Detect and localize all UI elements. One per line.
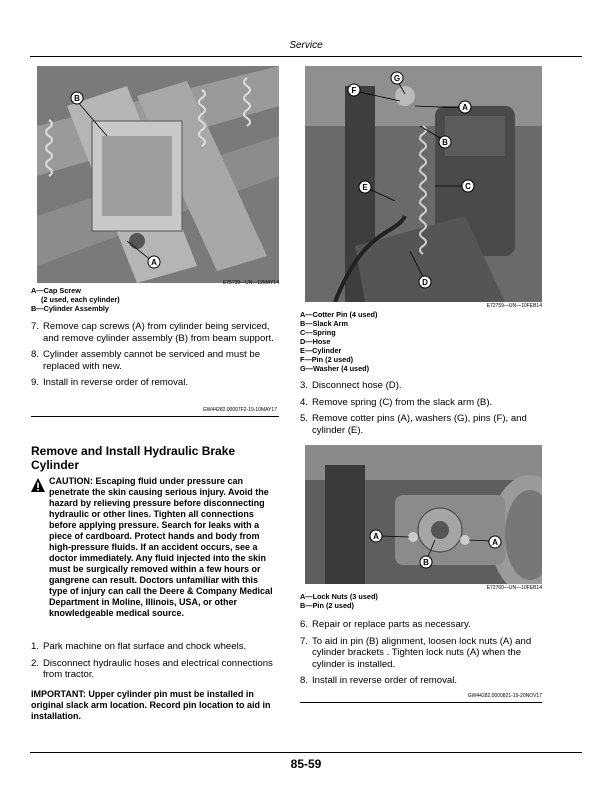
legend-item: A—Cotter Pin (4 used) [300,310,378,319]
page-number: 85-59 [290,757,322,771]
footer-rule [30,752,582,753]
divider [31,416,279,417]
step-number: 3. [300,380,309,391]
callout-c [462,180,474,192]
legend-item: C—Spring [300,328,336,337]
callout-a [489,536,501,548]
figure-legend [31,286,120,313]
legend-item: A—Cap Screw [31,286,81,295]
steps-list [31,641,279,681]
step [31,658,279,681]
caution-block [31,476,279,619]
step [300,636,550,671]
step-text: Cylinder assembly cannot be serviced and must be replaced with new. [43,349,261,372]
svg-text:G: G [393,74,401,83]
step-text: Park machine on flat surface and chock wheels. [43,641,247,652]
step [300,397,550,409]
svg-text:D: D [422,278,428,287]
step [31,377,279,389]
step [31,321,279,344]
legend-item: E—Cylinder [300,346,342,355]
legend-item: B—Cylinder Assembly [31,304,109,313]
step-number: 2. [31,657,40,669]
steps-list [31,321,279,389]
step-number: 8. [31,349,40,360]
page-header-title: Service [289,40,323,51]
callout-b [439,136,451,148]
callout-b [420,556,432,568]
doc-reference: GW44282,0000821-19-20NOV17 [467,693,542,699]
svg-text:B: B [423,558,429,567]
callout-a [370,530,382,542]
step [300,619,550,631]
step-text: Disconnect hydraulic hoses and electrical connections from tractor. [43,657,273,680]
step-number: 7. [31,321,40,332]
caution-text: CAUTION: Escaping fluid under pressure can penetrate the skin causing serious injury. Avoid the hazard by relieving pressure before disconnecting hydraulic or other lines. Tighten all connections before applying pressure. Search for leaks with a piece of cardboard. Protect hands and body from high-pressure fluids. If an accident occurs, see a doctor immediately. Any fluid injected into the skin must be surgically removed within a few hours or gangrene can result. Doctors unfamiliar with this type of injury can call the Deere & Company Medical Department in Moline, Illinois, USA, or other knowledgeable medical source. [49,476,273,618]
legend-item: A—Lock Nuts (3 used) [300,592,378,601]
svg-text:A: A [492,538,498,547]
callout-d [419,276,431,288]
step [300,413,550,436]
step-text: Remove cap screws (A) from cylinder being serviced, and remove cylinder assembly (B) from beam support. [43,321,274,344]
figure-credit: E72759—UN—10FEB14 [486,303,542,309]
steps-list [300,619,550,687]
step-number: 7. [300,635,309,647]
svg-text:A: A [373,532,379,541]
header-rule [30,56,582,57]
figure-slack-arm-cylinder [305,66,542,302]
steps-list [300,380,550,436]
step-text: Repair or replace parts as necessary. [312,619,471,630]
divider [300,702,542,703]
svg-text:F: F [351,86,357,95]
warning-icon [31,478,45,492]
figure-legend [300,592,378,610]
svg-text:B: B [442,138,448,147]
step-text: Remove cotter pins (A), washers (G), pins (F), and cylinder (E). [312,413,527,436]
figure-credit: E72760—UN—10FEB14 [486,585,542,591]
step-number: 1. [31,641,40,652]
step-number: 9. [31,377,40,388]
legend-item: B—Slack Arm [300,319,348,328]
callout-e [359,181,371,193]
step-text: Install in reverse order of removal. [312,675,458,686]
figure-legend [300,310,377,373]
step-number: 5. [300,413,309,424]
svg-text:A: A [462,103,468,112]
callout-b [71,92,83,104]
step-text: Install in reverse order of removal. [43,377,189,388]
doc-reference: GW44282,00007F2-19-10MAY17 [202,407,277,413]
legend-item: F—Pin (2 used) [300,355,354,364]
svg-text:E: E [362,183,368,192]
legend-item: D—Hose [300,337,331,346]
callout-a [148,256,160,268]
step-text: Disconnect hose (D). [312,380,402,391]
callout-g [391,72,403,84]
callout-a [459,101,471,113]
important-note: IMPORTANT: Upper cylinder pin must be installed in original slack arm location. Record pin location to aid in installation. [31,689,271,721]
figure-brake-lock-nuts [305,445,542,584]
legend-item: B—Pin (2 used) [300,601,354,610]
figure-brake-cylinder-beam [37,66,279,283]
step [300,380,550,392]
section-title: Remove and Install Hydraulic Brake Cylinder [31,444,236,472]
figure-credit: E75739—UN—12MAY14 [222,280,279,286]
legend-item: (2 used, each cylinder) [41,295,120,304]
legend-item: G—Washer (4 used) [300,364,370,373]
svg-text:C: C [465,182,471,191]
step [31,349,279,372]
step-number: 4. [300,396,309,408]
step [31,641,279,653]
step [300,675,550,687]
svg-text:A: A [151,258,157,267]
step-number: 6. [300,619,309,630]
svg-text:B: B [74,94,80,103]
callout-f [348,84,360,96]
step-number: 8. [300,675,309,686]
step-text: To aid in pin (B) alignment, loosen lock nuts (A) and cylinder brackets . Tighten lock nuts (A) when the cylinder is installed. [312,635,532,670]
step-text: Remove spring (C) from the slack arm (B). [312,396,493,408]
